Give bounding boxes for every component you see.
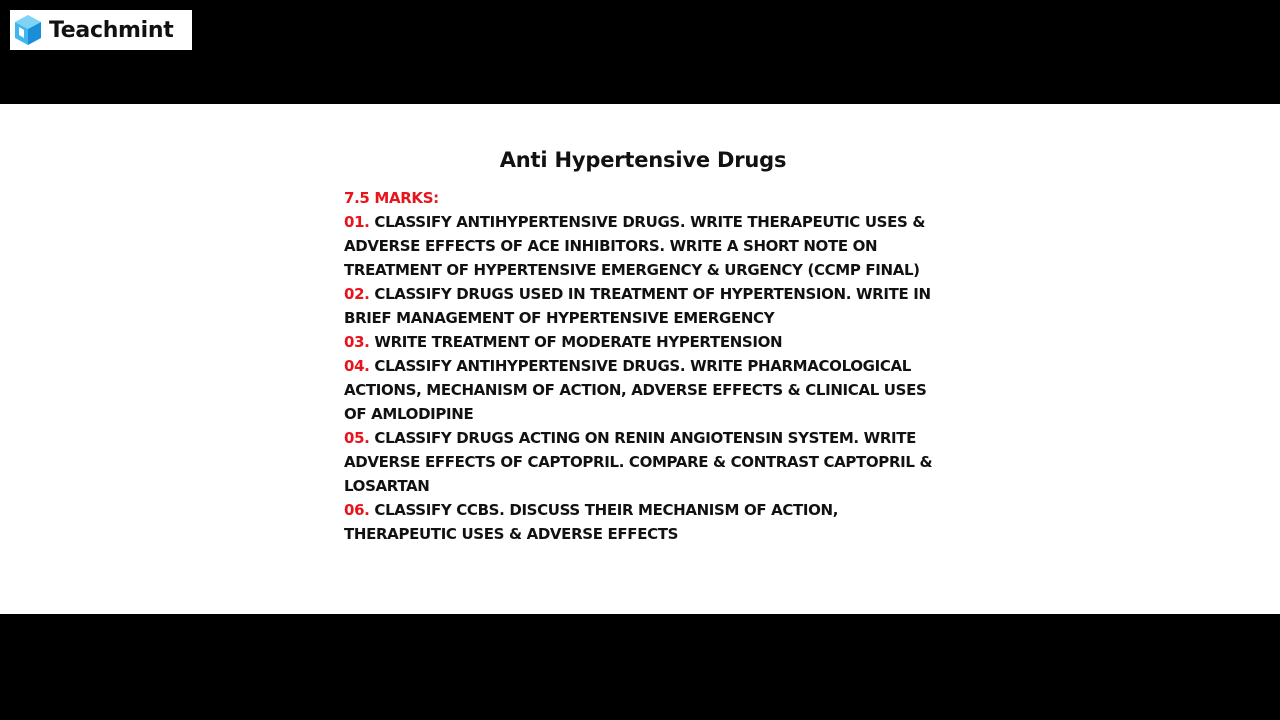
question-item: [344, 282, 942, 330]
question-number: 02.: [344, 285, 370, 303]
question-list: [344, 186, 942, 546]
question-number: 05.: [344, 429, 370, 447]
question-text: CLASSIFY CCBS. DISCUSS THEIR MECHANISM OF ACTION, THERAPEUTIC USES & ADVERSE EFFECTS: [344, 501, 839, 543]
question-item: [344, 210, 942, 282]
question-text: CLASSIFY ANTIHYPERTENSIVE DRUGS. WRITE THERAPEUTIC USES & ADVERSE EFFECTS OF ACE INHIBITORS. WRITE A SHORT NOTE ON TREATMENT OF HYPERTENSIVE EMERGENCY & URGENCY (CCMP FINAL): [344, 213, 926, 279]
teachmint-cube-icon: [13, 14, 43, 46]
brand-name: Teachmint: [49, 17, 174, 43]
question-number: 04.: [344, 357, 370, 375]
question-number: 06.: [344, 501, 370, 519]
slide-title: Anti Hypertensive Drugs: [499, 148, 787, 172]
question-text: CLASSIFY ANTIHYPERTENSIVE DRUGS. WRITE PHARMACOLOGICAL ACTIONS, MECHANISM OF ACTION, ADVERSE EFFECTS & CLINICAL USES OF AMLODIPINE: [344, 357, 927, 423]
question-item: [344, 426, 942, 498]
lecture-slide: [0, 104, 1280, 614]
marks-heading: 7.5 MARKS:: [344, 189, 439, 207]
question-item: [344, 498, 942, 546]
question-item: [344, 354, 942, 426]
question-text: CLASSIFY DRUGS ACTING ON RENIN ANGIOTENSIN SYSTEM. WRITE ADVERSE EFFECTS OF CAPTOPRIL. COMPARE & CONTRAST CAPTOPRIL & LOSARTAN: [344, 429, 933, 495]
question-text: CLASSIFY DRUGS USED IN TREATMENT OF HYPERTENSION. WRITE IN BRIEF MANAGEMENT OF HYPERTENSIVE EMERGENCY: [344, 285, 931, 327]
question-number: 03.: [344, 333, 370, 351]
question-text: WRITE TREATMENT OF MODERATE HYPERTENSION: [374, 333, 783, 351]
question-number: 01.: [344, 213, 370, 231]
question-item: [344, 330, 942, 354]
teachmint-logo: [10, 10, 192, 50]
